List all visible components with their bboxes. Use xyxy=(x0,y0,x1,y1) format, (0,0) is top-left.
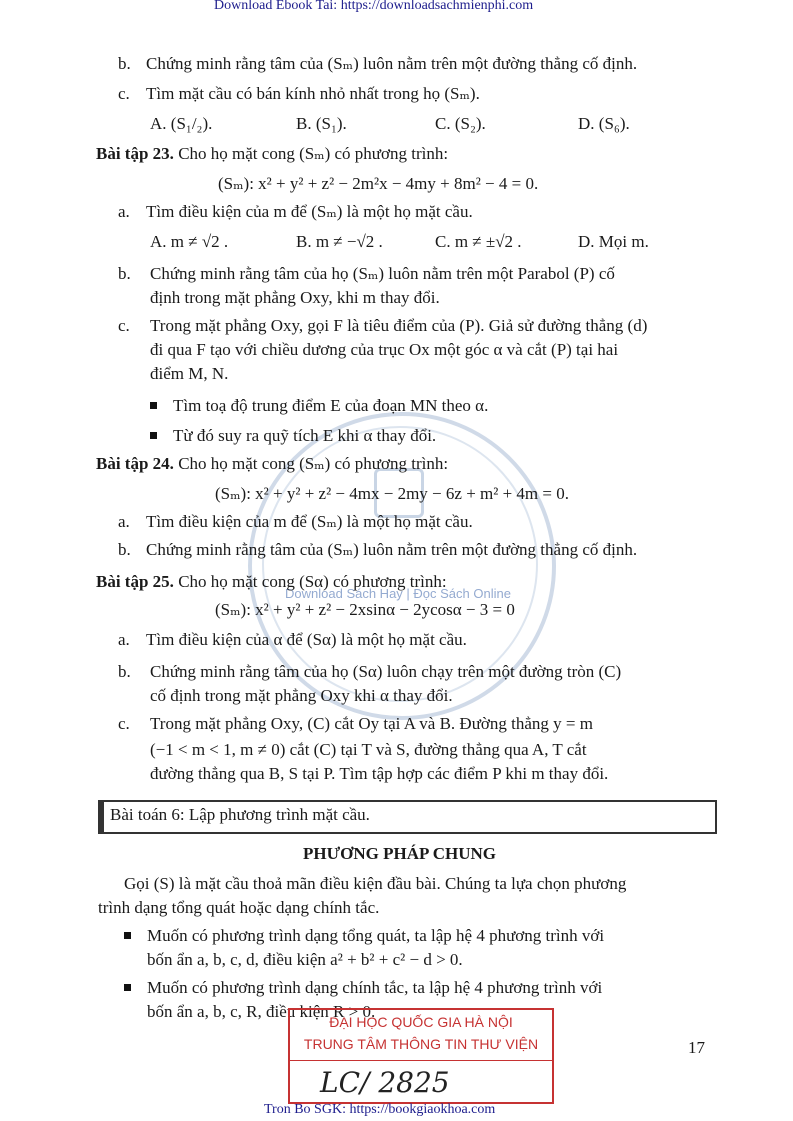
ex23-bullet-1-text: Tìm toạ độ trung điểm E của đoạn MN theo α. xyxy=(173,396,489,415)
ex23-bullet-2-text: Từ đó suy ra quỹ tích E khi α thay đổi. xyxy=(173,426,437,445)
stamp-line-2: TRUNG TÂM THÔNG TIN THƯ VIỆN xyxy=(303,1036,539,1052)
ex25-a-label: a. xyxy=(118,630,130,649)
bullet-square-icon xyxy=(150,432,157,439)
ex23-option-a: A. m ≠ √2 . xyxy=(150,232,229,251)
method-bullet-1-line1: Muốn có phương trình dạng tổng quát, ta lập hệ 4 phương trình với xyxy=(147,926,605,945)
ex23-c-label: c. xyxy=(118,316,130,335)
method-bullet-2-line2: bốn ẩn a, b, c, R, điều kiện R > 0. xyxy=(147,1002,376,1021)
ex25-c-line2: (−1 < m < 1, m ≠ 0) cắt (C) tại T và S, đường thẳng qua A, T cắt xyxy=(150,740,587,759)
ex23-b-label: b. xyxy=(118,264,131,283)
ex23-b-line2: định trong mặt phẳng Oxy, khi m thay đổi. xyxy=(150,288,440,307)
ex23-c-line2: đi qua F tạo với chiều dương của trục Ox một góc α và cắt (P) tại hai xyxy=(150,340,619,359)
library-stamp xyxy=(288,1008,554,1104)
ex24-title: Bài tập 24. xyxy=(96,454,174,473)
prev-option-d: D. (S₆). xyxy=(578,114,630,133)
bai-toan-6-title: Bài toán 6: Lập phương trình mặt cầu. xyxy=(110,805,370,824)
ex23-intro: Cho họ mặt cong (Sₘ) có phương trình: xyxy=(178,144,449,163)
ex24-a xyxy=(118,510,473,534)
ex23-c-line1: Trong mặt phẳng Oxy, gọi F là tiêu điểm của (P). Giả sử đường thẳng (d) xyxy=(150,316,648,335)
ex23-title: Bài tập 23. xyxy=(96,144,174,163)
page-number: 17 xyxy=(688,1038,705,1057)
ex24-a-text: Tìm điều kiện của m để (Sₘ) là một họ mặt cầu. xyxy=(146,512,473,531)
prev-option-b: B. (S₁). xyxy=(296,114,347,133)
ex23-bullet-1 xyxy=(150,394,488,418)
ex25-heading xyxy=(96,570,447,594)
ex24-equation: (Sₘ): x² + y² + z² − 4mx − 2my − 6z + m² + 4m = 0. xyxy=(215,484,569,503)
ex23-bullet-2 xyxy=(150,424,436,448)
ex25-b-line1: Chứng minh rằng tâm của họ (Sα) luôn chạy trên một đường tròn (C) xyxy=(150,662,622,681)
watermark-text: Download Sách Hay | Đọc Sách Online xyxy=(285,586,511,601)
ex23-option-c: C. m ≠ ±√2 . xyxy=(435,232,522,251)
prev-c xyxy=(118,82,480,106)
stamp-line-1: ĐẠI HỌC QUỐC GIA HÀ NỘI xyxy=(329,1014,513,1030)
ex24-b xyxy=(118,538,637,562)
ex23-heading xyxy=(96,142,448,166)
footer-link[interactable]: Tron Bo SGK: https://bookgiaokhoa.com xyxy=(264,1102,496,1117)
ex24-intro: Cho họ mặt cong (Sₘ) có phương trình: xyxy=(178,454,449,473)
prev-option-a: A. (S₁/₂). xyxy=(150,114,213,133)
prev-b-text: Chứng minh rằng tâm của (Sₘ) luôn nằm trên một đường thẳng cố định. xyxy=(146,54,638,73)
ex25-equation: (Sₘ): x² + y² + z² − 2xsinα − 2ycosα − 3 = 0 xyxy=(215,600,515,619)
ex24-heading xyxy=(96,452,448,476)
stamp-divider xyxy=(290,1060,552,1061)
ex24-a-label: a. xyxy=(118,512,130,531)
prev-c-label: c. xyxy=(118,84,130,103)
method-bullet-2-line1: Muốn có phương trình dạng chính tắc, ta lập hệ 4 phương trình với xyxy=(147,978,603,997)
ex25-c-line3: đường thẳng qua B, S tại P. Tìm tập hợp các điểm P khi m thay đổi. xyxy=(150,764,609,783)
ex23-option-d: D. Mọi m. xyxy=(578,232,649,251)
ex25-title: Bài tập 25. xyxy=(96,572,174,591)
ex23-a-text: Tìm điều kiện của m để (Sₘ) là một họ mặt cầu. xyxy=(146,202,473,221)
ex25-a-text: Tìm điều kiện của α để (Sα) là một họ mặt cầu. xyxy=(146,630,467,649)
bai-toan-6-box xyxy=(98,800,717,834)
method-heading: PHƯƠNG PHÁP CHUNG xyxy=(303,844,496,863)
ex23-a-label: a. xyxy=(118,202,130,221)
bullet-square-icon xyxy=(150,402,157,409)
prev-c-text: Tìm mặt cầu có bán kính nhỏ nhất trong họ (Sₘ). xyxy=(146,84,480,103)
method-para-line1: Gọi (S) là mặt cầu thoả mãn điều kiện đầu bài. Chúng ta lựa chọn phương xyxy=(124,874,627,893)
ex25-intro: Cho họ mặt cong (Sα) có phương trình: xyxy=(178,572,447,591)
method-bullet-1-line2: bốn ẩn a, b, c, d, điều kiện a² + b² + c² − d > 0. xyxy=(147,950,463,969)
ex25-b-label: b. xyxy=(118,662,131,681)
ex23-option-b: B. m ≠ −√2 . xyxy=(296,232,383,251)
method-para-line2: trình dạng tổng quát hoặc dạng chính tắc. xyxy=(98,898,380,917)
ex25-a xyxy=(118,628,467,652)
ex23-c-line3: điểm M, N. xyxy=(150,364,229,383)
prev-b-label: b. xyxy=(118,54,131,73)
ex24-b-label: b. xyxy=(118,540,131,559)
stamp-code: LC/ 2825 xyxy=(320,1066,450,1099)
method-bullet-2 xyxy=(124,976,602,1000)
header-link[interactable]: Download Ebook Tai: https://downloadsachmienphi.com xyxy=(214,0,534,13)
ex25-b-line2: cố định trong mặt phẳng Oxy khi α thay đổi. xyxy=(150,686,453,705)
prev-option-c: C. (S₂). xyxy=(435,114,486,133)
method-bullet-1 xyxy=(124,924,604,948)
ex25-c-line1: Trong mặt phẳng Oxy, (C) cắt Oy tại A và B. Đường thẳng y = m xyxy=(150,714,593,733)
ex24-b-text: Chứng minh rằng tâm của (Sₘ) luôn nằm trên một đường thẳng cố định. xyxy=(146,540,638,559)
prev-b xyxy=(118,52,637,76)
ex23-a xyxy=(118,200,473,224)
ex23-b-line1: Chứng minh rằng tâm của họ (Sₘ) luôn nằm trên một Parabol (P) cố xyxy=(150,264,615,283)
ex25-c-label: c. xyxy=(118,714,130,733)
bullet-square-icon xyxy=(124,984,131,991)
ex23-equation: (Sₘ): x² + y² + z² − 2m²x − 4my + 8m² − 4 = 0. xyxy=(218,174,539,193)
bullet-square-icon xyxy=(124,932,131,939)
